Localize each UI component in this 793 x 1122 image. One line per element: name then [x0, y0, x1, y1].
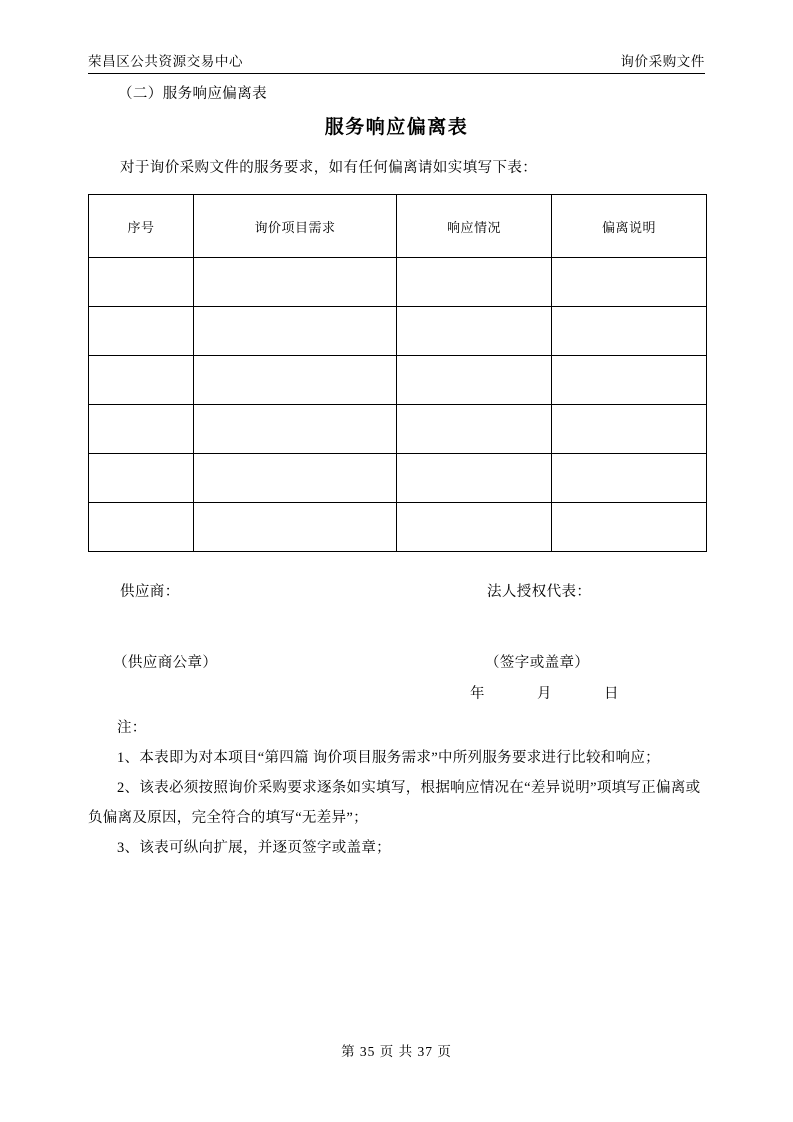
supplier-seal-label: （供应商公章） [113, 655, 218, 671]
page-header [88, 50, 705, 70]
table-header-row [89, 195, 707, 258]
note-item: 1、本表即为对本项目“第四篇 询价项目服务需求”中所列服务要求进行比较和响应； [117, 750, 660, 766]
header-divider [88, 73, 705, 74]
table-cell[interactable] [397, 405, 552, 454]
date-day-label: 日 [603, 686, 619, 702]
table-cell[interactable] [89, 258, 194, 307]
table-row [89, 307, 707, 356]
table-cell[interactable] [194, 356, 397, 405]
table-row [89, 356, 707, 405]
table-column-header: 询价项目需求 [194, 195, 397, 258]
page-footer: 第 35 页 共 37 页 [341, 1044, 452, 1059]
table-cell[interactable] [552, 405, 707, 454]
note-item: 2、该表必须按照询价采购要求逐条如实填写，根据响应情况在“差异说明”项填写正偏离或负偏离及原因，完全符合的填写“无差异”； [88, 780, 701, 826]
date-month-label: 月 [536, 686, 552, 702]
table-cell[interactable] [397, 454, 552, 503]
table-cell[interactable] [89, 503, 194, 552]
table-cell[interactable] [397, 356, 552, 405]
header-right-text: 询价采购文件 [620, 54, 705, 69]
table-cell[interactable] [194, 454, 397, 503]
section-label: （二）服务响应偏离表 [118, 86, 267, 102]
table-column-header: 偏离说明 [552, 195, 707, 258]
table-cell[interactable] [397, 258, 552, 307]
header-left-text: 荣昌区公共资源交易中心 [88, 54, 244, 69]
signature-seal-label: （签字或盖章） [485, 655, 590, 671]
table-cell[interactable] [89, 454, 194, 503]
table-cell[interactable] [552, 307, 707, 356]
table-cell[interactable] [397, 503, 552, 552]
notes-block [88, 713, 706, 863]
table-cell[interactable] [89, 405, 194, 454]
date-year-label: 年 [470, 686, 485, 702]
table-column-header: 序号 [89, 195, 194, 258]
table-cell[interactable] [397, 307, 552, 356]
table-cell[interactable] [552, 454, 707, 503]
table-cell[interactable] [89, 307, 194, 356]
table-cell[interactable] [552, 356, 707, 405]
lead-paragraph: 对于询价采购文件的服务要求，如有任何偏离请如实填写下表： [120, 160, 538, 176]
table-cell[interactable] [552, 258, 707, 307]
table-cell[interactable] [194, 307, 397, 356]
note-item: 3、该表可纵向扩展，并逐页签字或盖章； [117, 840, 391, 856]
table-cell[interactable] [194, 503, 397, 552]
table-row [89, 258, 707, 307]
table-row [89, 454, 707, 503]
table-cell[interactable] [194, 258, 397, 307]
table-cell[interactable] [552, 503, 707, 552]
deviation-table [88, 194, 707, 552]
notes-heading: 注： [117, 720, 147, 736]
supplier-label: 供应商： [120, 584, 180, 600]
table-row [89, 405, 707, 454]
table-cell[interactable] [89, 356, 194, 405]
table-cell[interactable] [194, 405, 397, 454]
page-title: 服务响应偏离表 [324, 117, 469, 138]
representative-label: 法人授权代表： [487, 584, 592, 600]
table-row [89, 503, 707, 552]
date-row [470, 682, 619, 703]
table-column-header: 响应情况 [397, 195, 552, 258]
